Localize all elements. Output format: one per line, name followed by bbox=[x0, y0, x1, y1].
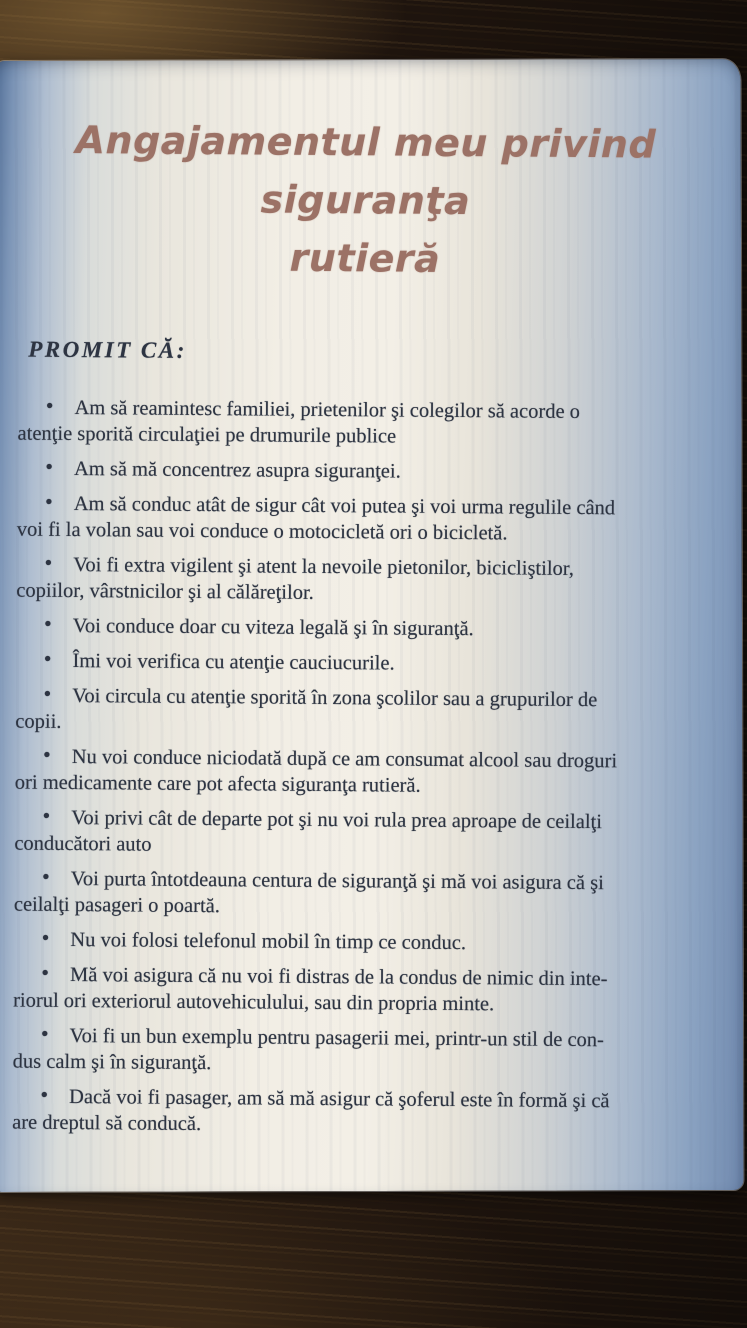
pledge-item-text: Voi circula cu atenţie sporită în zona şcolilor sau a grupurilor de copii. bbox=[15, 685, 598, 733]
bullet-icon: • bbox=[44, 549, 53, 575]
pledge-item bbox=[17, 394, 709, 452]
bullet-icon: • bbox=[43, 680, 52, 706]
bullet-icon: • bbox=[45, 392, 54, 418]
pledge-item-text: Îmi voi verifica cu atenţie cauciucurile. bbox=[72, 650, 395, 675]
pledge-item-text: Nu voi folosi telefonul mobil în timp ce conduc. bbox=[70, 929, 467, 955]
pledge-item bbox=[14, 926, 706, 958]
promise-heading: PROMIT CĂ: bbox=[28, 336, 187, 363]
pledge-item-text: Voi fi extra vigilent şi atent la nevoile pietonilor, bicicliştilor, copiilor, vârstnicilor şi al călăreţilor. bbox=[16, 554, 575, 604]
pledge-item bbox=[16, 612, 708, 644]
pledge-item bbox=[17, 455, 709, 487]
pledge-item-text: Nu voi conduce niciodată după ce am consumat alcool sau droguri ori medicamente care pot afecta siguranţa rutieră. bbox=[14, 746, 618, 797]
page-content bbox=[0, 60, 740, 1197]
pledge-list bbox=[12, 394, 710, 1141]
pledge-item-text: Am să reamintesc familiei, prietenilor şi colegilor să acorde o atenţie sporită circulaţiei pe drumurile publice bbox=[17, 397, 581, 448]
bullet-icon: • bbox=[41, 924, 50, 950]
pledge-item-text: Voi fi un bun exemplu pentru pasagerii mei, printr-un stil de con- dus calm şi în siguranţă. bbox=[12, 1025, 605, 1075]
pledge-item-text: Dacă voi fi pasager, am să mă asigur că şoferul este în formă şi că are dreptul să conducă. bbox=[12, 1086, 610, 1136]
pledge-item bbox=[14, 865, 706, 923]
pledge-page bbox=[0, 59, 743, 1192]
pledge-item bbox=[15, 743, 707, 801]
pledge-item bbox=[14, 804, 706, 862]
pledge-item bbox=[17, 490, 709, 548]
pledge-item-text: Mă voi asigura că nu voi fi distras de la condus de nimic din inte- riorul ori exteriorul autovehiculului, sau din propria minte. bbox=[13, 964, 608, 1016]
page-title: Angajamentul meu privind siguranţa rutieră bbox=[75, 118, 657, 281]
pledge-item bbox=[15, 682, 707, 740]
bullet-icon: • bbox=[45, 453, 54, 479]
pledge-item bbox=[13, 961, 705, 1019]
bullet-icon: • bbox=[40, 1020, 49, 1046]
pledge-item-text: Voi conduce doar cu viteza legală şi în siguranţă. bbox=[72, 615, 474, 641]
bullet-icon: • bbox=[41, 959, 50, 985]
pledge-item-text: Voi purta întotdeauna centura de siguranţă şi mă voi asigura că şi ceilalţi pasageri o poartă. bbox=[13, 868, 604, 918]
pledge-item-text: Am să conduc atât de sigur cât voi putea şi voi urma regulile când voi fi la volan sau voi conduce o motocicletă ori o bicicletă. bbox=[16, 493, 616, 545]
pledge-item bbox=[12, 1083, 704, 1141]
bullet-icon: • bbox=[40, 1081, 49, 1107]
bullet-icon: • bbox=[44, 610, 52, 636]
bullet-icon: • bbox=[44, 488, 53, 514]
pledge-item-text: Am să mă concentrez asupra siguranţei. bbox=[73, 458, 401, 483]
pledge-item bbox=[16, 647, 708, 679]
bullet-icon: • bbox=[42, 863, 50, 889]
bullet-icon: • bbox=[42, 741, 51, 767]
pledge-item bbox=[13, 1022, 705, 1080]
bullet-icon: • bbox=[43, 645, 52, 671]
bullet-icon: • bbox=[42, 802, 51, 828]
pledge-item bbox=[16, 551, 708, 609]
pledge-item-text: Voi privi cât de departe pot şi nu voi rula prea aproape de ceilalţi conducători auto bbox=[14, 807, 603, 856]
